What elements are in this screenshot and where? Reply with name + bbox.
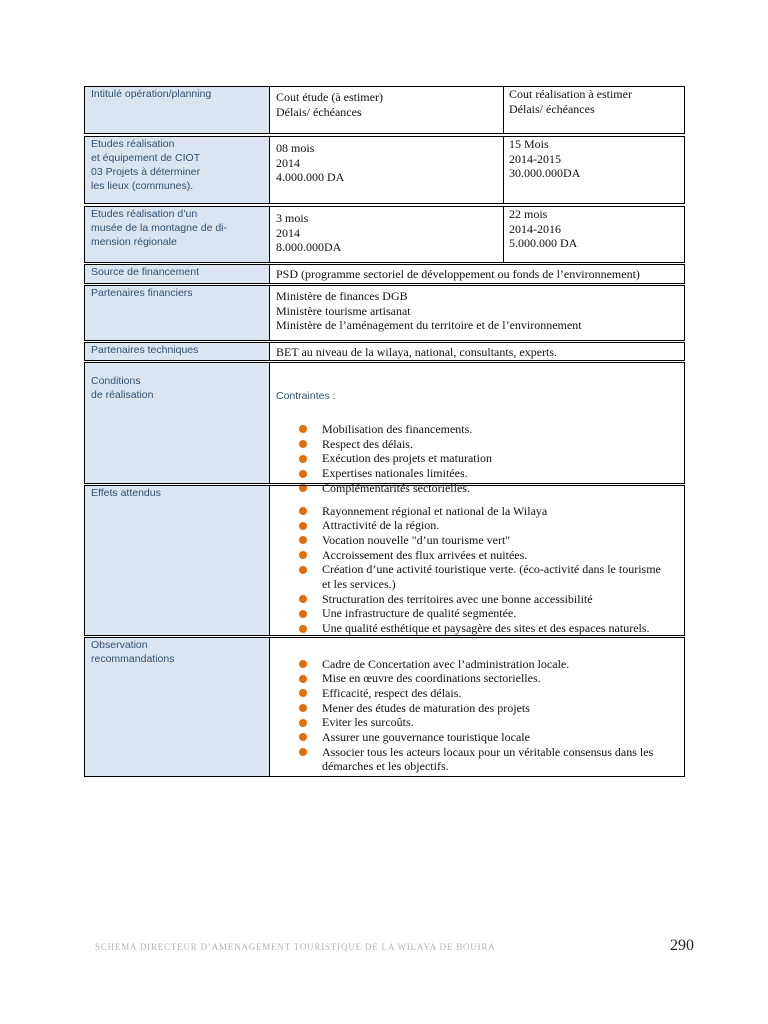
list-item-text: Création d’une activité touristique verte. (éco-activité dans le tourisme et les services.) (322, 562, 661, 592)
list-item (322, 504, 670, 519)
table-row-technical-partners (84, 342, 685, 361)
study-cost-header: Cout étude (à estimer) Délais/ échéances (270, 87, 504, 133)
bullet-icon (299, 748, 307, 756)
financial-partners-value: Ministère de finances DGB Ministère tourisme artisanat Ministère de l’aménagement du territoire et de l’environnement (276, 289, 582, 332)
list-item-text: Exécution des projets et maturation (322, 451, 492, 466)
expected-effects-list (276, 504, 684, 636)
row-label-technical-partners: Partenaires techniques (85, 343, 270, 360)
list-item (322, 466, 670, 481)
list-item-text: Complémentarités sectorielles. (322, 480, 470, 495)
row-label-expected-effects: Effets attendus (85, 486, 270, 635)
list-item-text: Mener des études de maturation des projets (322, 700, 530, 715)
funding-source-value: PSD (programme sectoriel de développement ou fonds de l’environnement) (276, 267, 640, 281)
list-item (322, 548, 670, 563)
table-row-financial-partners (84, 285, 685, 341)
list-item-text: Expertises nationales limitées. (322, 466, 468, 481)
list-item-text: Accroissement des flux arrivées et nuitées. (322, 547, 528, 562)
list-item (322, 533, 670, 548)
row-label-planning: Intitulé opération/planning (85, 87, 270, 133)
list-item (322, 745, 670, 774)
bullet-icon (299, 719, 307, 727)
table-row-funding-source (84, 264, 685, 284)
list-item (322, 671, 670, 686)
row-label-conditions: Conditions de réalisation (85, 363, 270, 483)
list-item (322, 422, 670, 437)
bullet-icon (299, 507, 307, 515)
bullet-icon (299, 551, 307, 559)
list-item (322, 451, 670, 466)
table-row-project-museum (84, 206, 685, 263)
bullet-icon (299, 675, 307, 683)
bullet-icon (299, 566, 307, 574)
row-label-financial-partners: Partenaires financiers (85, 286, 270, 340)
table-row-observations (84, 637, 685, 777)
row-label-funding-source: Source de financement (85, 265, 270, 283)
footer-document-title: SCHEMA DIRECTEUR D’AMENAGEMENT TOURISTIQUE DE LA WILAYA DE BOUIRA (95, 942, 496, 952)
row-label-ciot: Etudes réalisation et équipement de CIOT 03 Projets à déterminer les lieux (communes). (85, 137, 270, 203)
bullet-icon (299, 660, 307, 668)
realization-cost-ciot: 15 Mois 2014-2015 30.000.000DA (509, 137, 581, 180)
observations-list (276, 657, 684, 775)
list-item-text: Structuration des territoires avec une bonne accessibilité (322, 591, 593, 606)
bullet-icon (299, 733, 307, 741)
bullet-icon (299, 595, 307, 603)
list-item-text: Mise en œuvre des coordinations sectorielles. (322, 671, 541, 686)
bullet-icon (299, 455, 307, 463)
list-item (322, 657, 670, 672)
list-item (322, 701, 670, 716)
list-item-text: Respect des délais. (322, 436, 413, 451)
list-item-text: Associer tous les acteurs locaux pour un véritable consensus dans les démarches et les objectifs. (322, 744, 654, 774)
bullet-icon (299, 425, 307, 433)
bullet-icon (299, 704, 307, 712)
bullet-icon (299, 470, 307, 478)
study-cost-ciot: 08 mois 2014 4.000.000 DA (270, 137, 504, 203)
table-row-expected-effects (84, 485, 685, 636)
list-item-text: Cadre de Concertation avec l’administration locale. (322, 656, 570, 671)
observations-cell (270, 638, 684, 776)
row-label-observations: Observation recommandations (85, 638, 270, 776)
expected-effects-cell (270, 486, 684, 635)
list-item-text: Vocation nouvelle "d’un tourisme vert" (322, 532, 511, 547)
technical-partners-value: BET au niveau de la wilaya, national, consultants, experts. (276, 345, 558, 359)
bullet-icon (299, 689, 307, 697)
list-item (322, 686, 670, 701)
list-item-text: Mobilisation des financements. (322, 422, 473, 436)
list-item (322, 437, 670, 452)
realization-cost-museum: 22 mois 2014-2016 5.000.000 DA (509, 207, 578, 250)
conditions-cell (270, 363, 684, 495)
list-item-text: Attractivité de la région. (322, 518, 440, 533)
constraints-heading: Contraintes : (276, 389, 336, 402)
list-item (322, 715, 670, 730)
list-item-text: Efficacité, respect des délais. (322, 685, 462, 700)
list-item (322, 518, 670, 533)
page-number: 290 (670, 937, 694, 954)
list-item-text: Rayonnement régional et national de la Wilaya (322, 503, 548, 518)
list-item-text: Une infrastructure de qualité segmentée. (322, 606, 517, 621)
table-row-project-ciot (84, 136, 685, 204)
list-item-text: Assurer une gouvernance touristique locale (322, 730, 530, 745)
realization-cost-header: Cout réalisation à estimer Délais/ échéances (509, 87, 632, 116)
list-item-text: Eviter les surcoûts. (322, 715, 414, 730)
list-item-text: Une qualité esthétique et paysagère des sites et des espaces naturels. (322, 621, 650, 636)
row-label-museum: Etudes réalisation d’un musée de la montagne de di- mension régionale (85, 207, 270, 262)
bullet-icon (299, 610, 307, 618)
list-item (322, 592, 670, 607)
list-item (322, 606, 670, 621)
study-cost-museum: 3 mois 2014 8.000.000DA (270, 207, 504, 262)
list-item (322, 621, 670, 636)
bullet-icon (299, 522, 307, 530)
bullet-icon (299, 440, 307, 448)
bullet-icon (299, 536, 307, 544)
list-item (322, 730, 670, 745)
table-row-header (84, 86, 685, 134)
list-item (322, 562, 670, 591)
bullet-icon (299, 625, 307, 633)
